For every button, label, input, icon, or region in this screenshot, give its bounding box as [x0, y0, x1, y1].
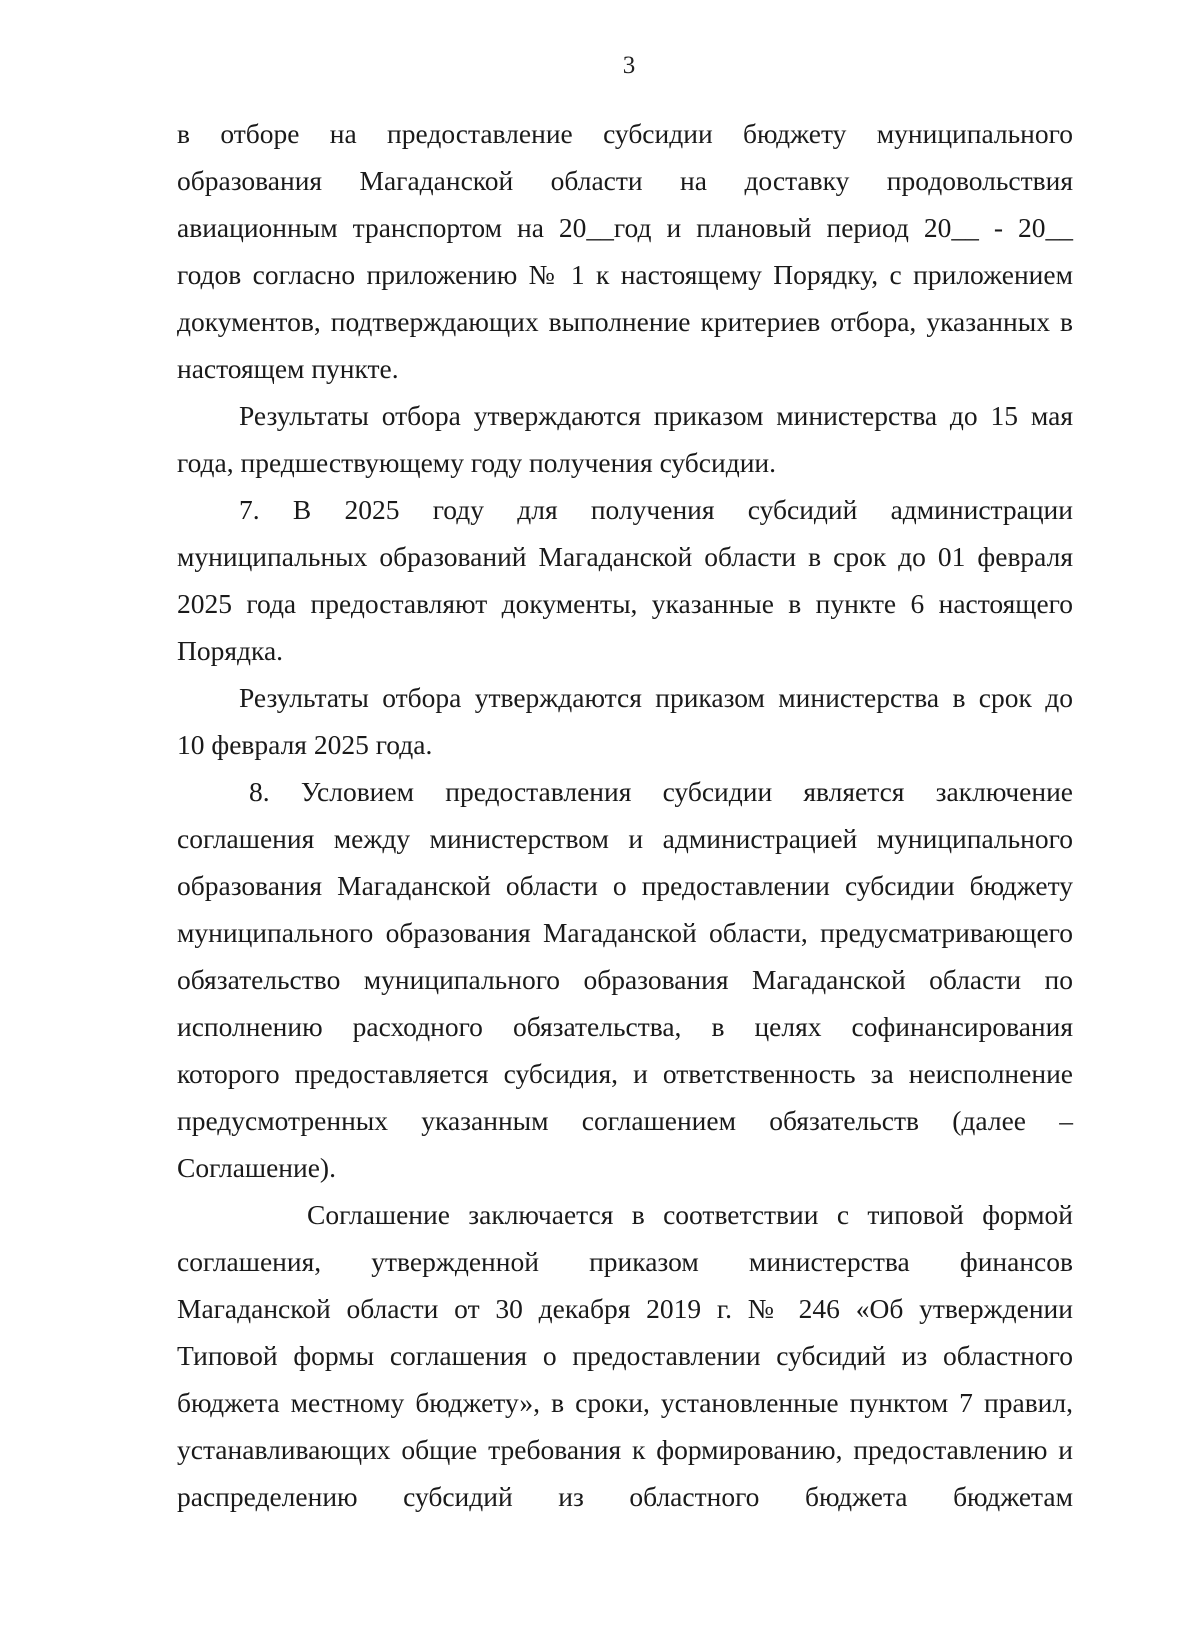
text-line: 7. В 2025 году для получения субсидий администрации: [239, 494, 1073, 525]
paragraph-selection-results: [177, 392, 1073, 486]
text-line: 2025 года предоставляют документы, указанные в пункте 6 настоящего: [177, 588, 1073, 619]
text-line: Соглашение заключается в соответствии с типовой формой: [307, 1199, 1073, 1230]
text-line: которого предоставляется субсидия, и ответственность за неисполнение: [177, 1058, 1073, 1089]
paragraph-results-deadline: [177, 674, 1073, 768]
text-line: 10 февраля 2025 года.: [177, 729, 433, 760]
text-line: соглашения между министерством и администрацией муниципального: [177, 823, 1073, 854]
text-line: Результаты отбора утверждаются приказом министерства до 15 мая: [239, 400, 1073, 431]
text-line: исполнению расходного обязательства, в целях софинансирования: [177, 1011, 1073, 1042]
text-line: 8. Условием предоставления субсидии является заключение: [249, 776, 1073, 807]
text-line: годов согласно приложению № 1 к настоящему Порядку, с приложением: [177, 259, 1073, 290]
text-line: Магаданской области от 30 декабря 2019 г. № 246 «Об утверждении: [177, 1293, 1073, 1324]
document-body: [177, 110, 1073, 1520]
text-line: документов, подтверждающих выполнение критериев отбора, указанных в: [177, 306, 1073, 337]
paragraph-selection-application: [177, 110, 1073, 392]
text-line: устанавливающих общие требования к формированию, предоставлению и: [177, 1434, 1073, 1465]
text-line: бюджета местному бюджету», в сроки, установленные пунктом 7 правил,: [177, 1387, 1073, 1418]
text-line: авиационным транспортом на 20__год и плановый период 20__ - 20__: [177, 212, 1073, 243]
text-line: Типовой формы соглашения о предоставлении субсидий из областного: [177, 1340, 1073, 1371]
text-line: Результаты отбора утверждаются приказом министерства в срок до: [239, 682, 1073, 713]
text-line: Порядка.: [177, 635, 284, 666]
text-line: Соглашение).: [177, 1152, 336, 1183]
text-line: муниципального образования Магаданской области, предусматривающего: [177, 917, 1073, 948]
text-line: образования Магаданской области о предоставлении субсидии бюджету: [177, 870, 1073, 901]
text-line: соглашения, утвержденной приказом министерства финансов: [177, 1246, 1073, 1277]
paragraph-item-8: [177, 768, 1073, 1191]
text-line: обязательство муниципального образования Магаданской области по: [177, 964, 1073, 995]
text-line: муниципальных образований Магаданской области в срок до 01 февраля: [177, 541, 1073, 572]
page-number: 3: [622, 52, 636, 79]
text-line: года, предшествующему году получения субсидии.: [177, 447, 777, 478]
paragraph-item-7: [177, 486, 1073, 674]
text-line: настоящем пункте.: [177, 353, 399, 384]
text-line: предусмотренных указанным соглашением обязательств (далее –: [177, 1105, 1073, 1136]
text-line: образования Магаданской области на доставку продовольствия: [177, 165, 1073, 196]
text-line: в отборе на предоставление субсидии бюджету муниципального: [177, 118, 1073, 149]
paragraph-agreement: [177, 1191, 1073, 1520]
text-line: распределению субсидий из областного бюджета бюджетам: [177, 1481, 1073, 1512]
